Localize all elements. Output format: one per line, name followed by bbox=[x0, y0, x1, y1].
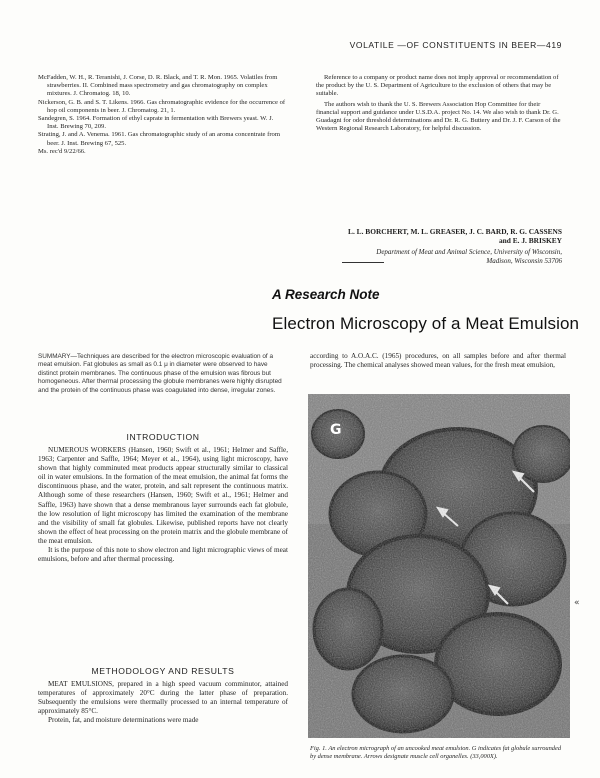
right-column-text bbox=[310, 352, 566, 370]
article-title: Electron Microscopy of a Meat Emulsion bbox=[272, 314, 580, 333]
divider-rule bbox=[342, 262, 384, 263]
disclaimer-paragraph: Reference to a company or product name does not imply approval or recommendation of the product by the U. S. Department of Agriculture to the exclusion of others that may be suitable. bbox=[316, 74, 559, 98]
methods-heading: METHODOLOGY AND RESULTS bbox=[91, 666, 235, 676]
affiliation-line: Madison, Wisconsin 53706 bbox=[486, 257, 562, 266]
running-title: VOLATILE —OF CONSTITUENTS IN BEER— bbox=[349, 40, 547, 50]
caption-text: Fig. 1. An electron micrograph of an uncooked meat emulsion. G indicates fat globule surrounded by dense membrane. Arrows designate muscle cell organelles. (33,000X). bbox=[310, 745, 562, 760]
right-column-paragraph: according to A.O.A.C. (1965) procedures, on all samples before and after thermal processing. The chemical analyses showed mean values, for the fresh meat emulsion, bbox=[310, 352, 566, 370]
page-number: 419 bbox=[546, 40, 562, 50]
reference-item: McFadden, W. H., R. Teranishi, J. Corse, D. R. Black, and T. R. Mon. 1965. Volatiles from strawberries. II. Combined mass spectrometry and gas chromatography on complex mixtures. J. Chromatog. 18, 10. bbox=[38, 74, 278, 98]
summary-block bbox=[38, 353, 288, 395]
received-date: Ms. rec'd 9/22/66. bbox=[38, 147, 86, 155]
article-kicker: A Research Note bbox=[272, 287, 380, 302]
affiliation bbox=[242, 248, 562, 266]
reference-item: Sandegren, S. 1964. Formation of ethyl caprate in fermentation with Brewers yeast. W. J. Inst. Brewing 70, 209. bbox=[38, 115, 274, 131]
reference-item: Nickerson, G. B. and S. T. Likens. 1966. Gas chromatographic evidence for the occurrence of hop oil components in beer. J. Chromatog. 21, 1. bbox=[38, 98, 286, 114]
affiliation-line: Department of Meat and Animal Science, University of Wisconsin, bbox=[376, 248, 562, 256]
intro-body bbox=[38, 446, 288, 564]
methods-paragraph: Protein, fat, and moisture determinations were made bbox=[48, 716, 199, 725]
running-head bbox=[350, 40, 562, 50]
figure-caption bbox=[310, 745, 568, 761]
authors-line: and E. J. BRISKEY bbox=[498, 236, 562, 246]
globule-label: G bbox=[330, 422, 342, 438]
reference-item: Strating, J. and A. Venema. 1961. Gas chromatographic study of an aroma concentrate from beer. J. Inst. Brewing 67, 525. bbox=[38, 131, 280, 147]
summary-text: SUMMARY—Techniques are described for the electron microscopic evaluation of a meat emulsion. Fat globules as small as 0.1 μ in diameter were observed to have distinct protein membranes. The continuous phase of the emulsion was fibrous but homogeneous. After thermal processing the globule membranes were highly disrupted and the protein of the continuous phase was coagulated into dense, irregular zones. bbox=[38, 353, 282, 394]
margin-mark: « bbox=[574, 598, 580, 608]
author-list bbox=[242, 227, 562, 246]
notice-block bbox=[316, 74, 564, 135]
electron-micrograph bbox=[308, 394, 570, 738]
acknowledgement-paragraph: The authors wish to thank the U. S. Brewers Association Hop Committee for their financial support and guidance under U.S.D.A. project No. 14. We also wish to thank Dr. G. Guadagni for odor threshold determinations and Dr. R. G. Buttery and Dr. J. F. Carson of the Western Regional Research Laboratory, for helpful discussion. bbox=[316, 100, 561, 133]
methods-paragraph: MEAT EMULSIONS, prepared in a high speed vacuum comminutor, attained temperatures of approximately 20°C during the latter phase of preparation. Subsequently the emulsions were thermally processed to an internal temperature of approximately 85°C. bbox=[38, 680, 288, 716]
intro-paragraph: NUMEROUS WORKERS (Hansen, 1960; Swift et al., 1961; Helmer and Saffle, 1963; Carpenter and Saffle, 1964; Meyer et al., 1964), using light microscopy, have shown that highly comminuted meat products appear structurally similar to classical oil in water emulsions. In the formation of the meat emulsion, the animal fat forms the discontinuous phase, and the water, protein, and salt represent the continuous matrix. Although some of these researchers (Hansen, 1960; Swift et al., 1961; Helmer and Saffle, 1963) have shown that a dense membranous layer surrounds each fat globule, the low resolution of light microscopy has limited the examination of the membrane and the visibility of small fat globules. Likewise, published reports have not clearly shown the effect of heat processing on the protein matrix and the globule membrane of the meat emulsion. bbox=[38, 446, 288, 545]
intro-paragraph: It is the purpose of this note to show electron and light micrographic views of meat emulsions, before and after thermal processing. bbox=[38, 546, 288, 564]
intro-heading: INTRODUCTION bbox=[126, 432, 200, 442]
reference-list bbox=[38, 74, 286, 156]
methods-body bbox=[38, 680, 288, 725]
authors-line: L. L. BORCHERT, M. L. GREASER, J. C. BARD, R. G. CASSENS bbox=[348, 227, 562, 236]
